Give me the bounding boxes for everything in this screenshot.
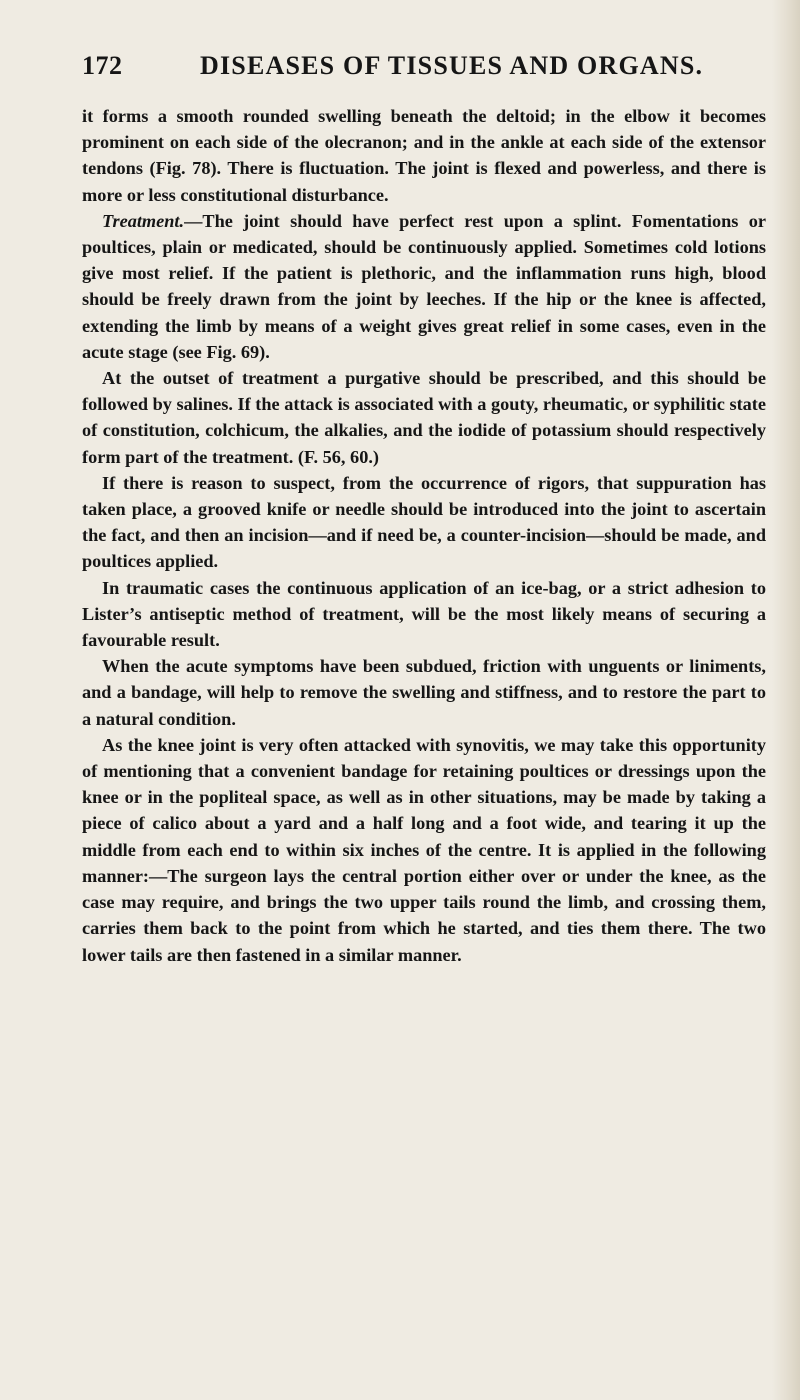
paragraph-knee-bandage: As the knee joint is very often attacked with synovitis, we may take this opportunity of mentioning that a convenient bandage for retaining poultices or dressings upon the knee or in the popliteal space, as well as in other situations, may be made by taking a piece of calico about a yard and a half long and a foot wide, and tearing it up the middle from each end to within six inches of the centre. It is applied in the following manner:—The surgeon lays the central portion either over or under the knee, as the case may require, and brings the two upper tails round the limb, and crossing them, carries them back to the point from which he started, and ties them there. The two lower tails are then fastened in a similar manner.: [82, 734, 766, 965]
running-title: DISEASES OF TISSUES AND ORGANS.: [200, 51, 704, 80]
paragraph-purgative: At the outset of treatment a purgative should be prescribed, and this should be followed by salines. If the attack is associated with a gouty, rheumatic, or syphilitic state of constitution, colchicum, the alkalies, and the iodide of potassium should respectively form part of the treatment. (F. 56, 60.): [82, 368, 766, 467]
treatment-heading: Treatment.: [102, 210, 185, 231]
paragraph-traumatic: In traumatic cases the continuous application of an ice-bag, or a strict adhesion to Lister’s antiseptic method of treatment, will be the most likely means of securing a favourable result.: [82, 577, 766, 651]
paragraph-subdued: When the acute symptoms have been subdued, friction with unguents or liniments, and a bandage, will help to remove the swelling and stiffness, and to restore the part to a natural condition.: [82, 656, 766, 729]
page-header: [82, 46, 762, 86]
paragraph-treatment: [82, 208, 766, 365]
page-edge-shadow: [772, 0, 800, 1400]
paragraph-continuation: it forms a smooth rounded swelling beneath the deltoid; in the elbow it becomes prominent on each side of the olecranon; and in the ankle at each side of the extensor tendons (Fig. 78). There is fluctuation. The joint is flexed and powerless, and there is more or less constitutional disturbance.: [82, 106, 766, 205]
paragraph-suppuration: If there is reason to suspect, from the occurrence of rigors, that suppuration has taken place, a grooved knife or needle should be introduced into the joint to ascertain the fact, and then an incision—and if need be, a counter-incision—should be made, and poultices applied.: [82, 472, 766, 572]
page-number: 172: [82, 51, 123, 80]
body-text: [82, 103, 766, 968]
treatment-text: —The joint should have perfect rest upon a splint. Fomentations or poultices, plain or medicated, should be continuously applied. Sometimes cold lotions give most relief. If the patient is plethoric, and the inflammation runs high, blood should be freely drawn from the joint by leeches. If the hip or the knee is affected, extending the limb by means of a weight gives great relief in some cases, even in the acute stage (see Fig. 69).: [82, 210, 766, 362]
